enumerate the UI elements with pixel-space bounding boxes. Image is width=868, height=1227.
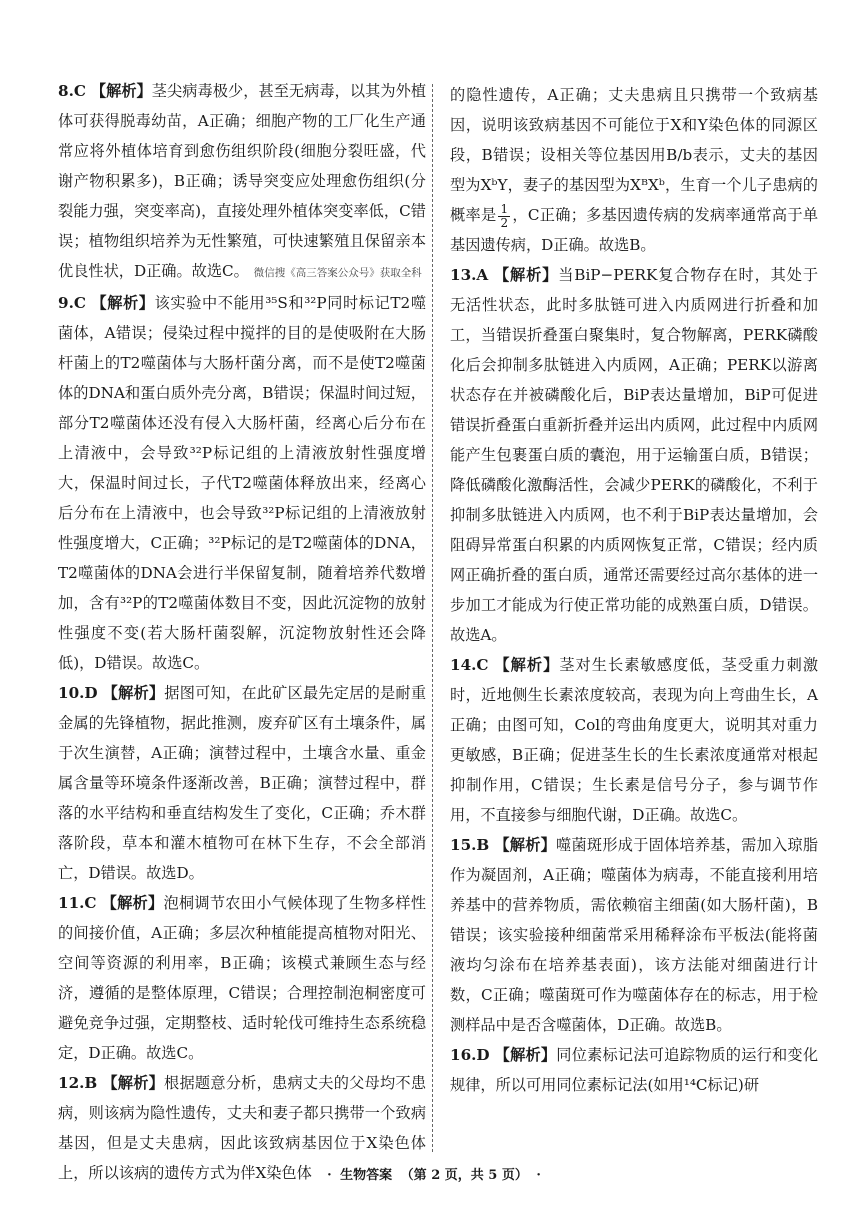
answer-text: 噬菌斑形成于固体培养基，需加入琼脂作为凝固剂，A正确；噬菌体为病毒，不能直接利用培养基中的营养物质，需依赖宿主细菌(如大肠杆菌)，B错误；该实验接种细菌常采用稀释涂布平板法(能将菌液均匀涂布在培养基表面)，该方法能对细菌进行计数，C正确；噬菌斑可作为噬菌体存在的标志，用于检测样品中是否含噬菌体，D正确。故选B。 (450, 836, 819, 1034)
answer-number: 13.A (450, 266, 489, 284)
page-footer (0, 1164, 868, 1183)
answer-number: 9.C (58, 294, 86, 312)
analysis-tag: 【解析】 (494, 656, 560, 674)
footer-bullet: · (536, 1168, 541, 1183)
answer-number: 14.C (450, 656, 489, 674)
answer-text: 据图可知，在此矿区最先定居的是耐重金属的先锋植物，据此推测，废弃矿区有土壤条件，属于次生演替，A正确；演替过程中，土壤含水量、重金属含量等环境条件逐渐改善，B正确；演替过程中，群落的水平结构和垂直结构发生了变化，C正确；乔木群落阶段，草本和灌木植物可在林下生存，不会全部消亡，D错误。故选D。 (58, 684, 427, 882)
answer-item-8 (58, 76, 426, 288)
answer-number: 12.B (58, 1074, 98, 1092)
answer-text: 茎尖病毒极少，甚至无病毒，以其为外植体可获得脱毒幼苗，A正确；细胞产物的工厂化生产通常应将外植体培育到愈伤组织阶段(细胞分裂旺盛，代谢产物积累多)，B正确；诱导突变应处理愈伤组织(分裂能力强，突变率高)，直接处理外植体突变率低，C错误；植物组织培养为无性繁殖，可快速繁殖且保留亲本优良性状，D正确。故选C。 (58, 82, 427, 280)
footer-subject: 生物答案 (340, 1168, 393, 1183)
analysis-tag: 【解析】 (90, 82, 152, 100)
answer-item-10 (58, 678, 426, 888)
watermark-text: 微信搜《高三答案公众号》获取全科 (253, 267, 422, 279)
answer-item-13 (450, 260, 818, 650)
probability-fraction (498, 203, 510, 230)
fraction-denominator: 2 (500, 215, 509, 230)
answer-number: 10.D (58, 684, 98, 702)
answer-text: 泡桐调节农田小气候体现了生物多样性的间接价值，A正确；多层次种植能提高植物对阳光、空间等资源的利用率，B正确；该模式兼顾生态与经济，遵循的是整体原理，C错误；合理控制泡桐密度可避免竞争过强，定期整枝、适时轮伐可维持生态系统稳定，D正确。故选C。 (58, 894, 427, 1062)
answer-12-continuation (450, 80, 818, 260)
analysis-tag: 【解析】 (102, 1074, 165, 1092)
answer-text: 当BiP−PERK复合物存在时，其处于无活性状态，此时多肽链可进入内质网进行折叠和加工，当错误折叠蛋白聚集时，复合物解离，PERK磷酸化后会抑制多肽链进入内质网，A正确；PERK以游离状态存在并被磷酸化后，BiP表达量增加，BiP可促进错误折叠蛋白重新折叠并运出内质网，此过程中内质网能产生包裹蛋白质的囊泡，用于运输蛋白质，B错误；降低磷酸化激酶活性，会减少PERK的磷酸化，不利于抑制多肽链进入内质网，也不利于BiP表达量增加，会阻碍异常蛋白积累的内质网恢复正常，C错误；经内质网正确折叠的蛋白质，通常还需要经过高尔基体的进一步加工才能成为行使正常功能的成熟蛋白质，D错误。故选A。 (450, 266, 819, 644)
continuation-text: 的隐性遗传，A正确；丈夫患病且只携带一个致病基因，说明该致病基因不可能位于X和Y染色体的同源区段，B错误；设相关等位基因用B/b表示，丈夫的基因型为XᵇY，妻子的基因型为XᴮXᵇ，生育一个儿子患病的概率是 (450, 86, 818, 224)
answer-number: 8.C (58, 82, 86, 100)
column-divider (432, 84, 433, 1152)
analysis-tag: 【解析】 (91, 294, 155, 312)
analysis-tag: 【解析】 (493, 266, 559, 284)
analysis-tag: 【解析】 (494, 1046, 557, 1064)
analysis-tag: 【解析】 (101, 894, 164, 912)
analysis-tag: 【解析】 (102, 684, 165, 702)
answer-number: 15.B (450, 836, 490, 854)
answer-number: 11.C (58, 894, 97, 912)
footer-bullet: · (327, 1168, 332, 1183)
footer-page-number: （第 2 页，共 5 页） (400, 1168, 528, 1183)
answer-text: 茎对生长素敏感度低，茎受重力刺激时，近地侧生长素浓度较高，表现为向上弯曲生长，A正确；由图可知，Col的弯曲角度更大，说明其对重力更敏感，B正确；促进茎生长的生长素浓度通常对根起抑制作用，C错误；生长素是信号分子，参与调节作用，不直接参与细胞代谢，D正确。故选C。 (450, 656, 819, 824)
continuation-text-end: ，C正确；多基因遗传病的发病率通常高于单基因遗传病，D正确。故选B。 (450, 206, 819, 254)
answer-item-16 (450, 1040, 818, 1100)
fraction-numerator: 1 (500, 201, 509, 216)
answer-item-11 (58, 888, 426, 1068)
answer-text: 同位素标记法可追踪物质的运行和变化规律，所以可用同位素标记法(如用¹⁴C标记)研 (450, 1046, 819, 1094)
left-column (58, 76, 426, 1188)
answer-item-9 (58, 288, 426, 678)
answer-item-14 (450, 650, 818, 830)
answer-number: 16.D (450, 1046, 490, 1064)
answer-text: 根据题意分析，患病丈夫的父母均不患病，则该病为隐性遗传，丈夫和妻子都只携带一个致病基因，但是丈夫患病，因此该致病基因位于X染色体上，所以该病的遗传方式为伴X染色体 (58, 1074, 427, 1182)
answer-text: 该实验中不能用³⁵S和³²P同时标记T2噬菌体，A错误；侵染过程中搅拌的目的是使吸附在大肠杆菌上的T2噬菌体与大肠杆菌分离，而不是使T2噬菌体的DNA和蛋白质外壳分离，B错误；保温时间过短，部分T2噬菌体还没有侵入大肠杆菌，经离心后分布在上清液中，会导致³²P标记组的上清液放射性强度增大，保温时间过长，子代T2噬菌体释放出来，经离心后分布在上清液中，也会导致³²P标记组的上清液放射性强度增大，C正确；³²P标记的是T2噬菌体的DNA，T2噬菌体的DNA会进行半保留复制，随着培养代数增加，含有³²P的T2噬菌体数目不变，因此沉淀物的放射性强度不变(若大肠杆菌裂解，沉淀物放射性还会降低)，D错误。故选C。 (58, 294, 427, 672)
answer-item-15 (450, 830, 818, 1040)
analysis-tag: 【解析】 (494, 836, 557, 854)
right-column (450, 80, 818, 1100)
